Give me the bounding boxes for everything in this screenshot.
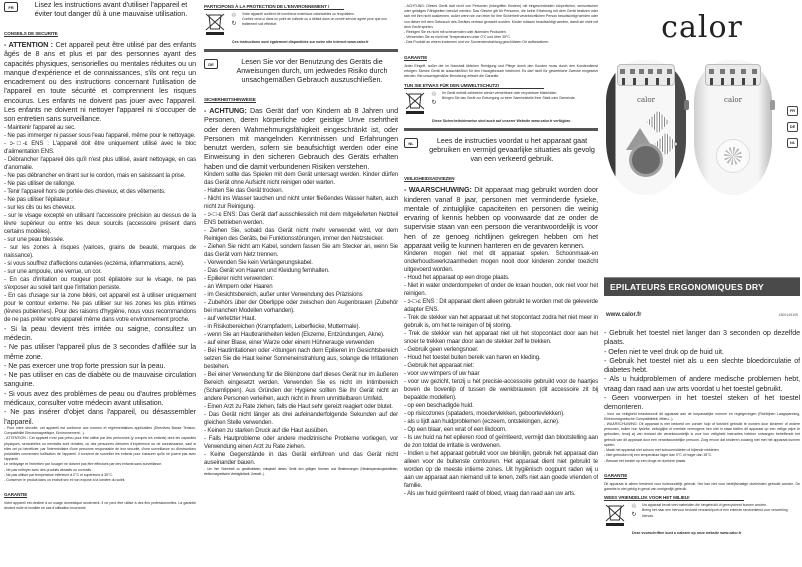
nl-env-title: WEES VRIENDELIJK VOOR HET MILIEU!	[604, 495, 744, 501]
list-item: - si vous souffrez d'affections cutanées (eczéma, inflammations, acné).	[4, 259, 185, 267]
list-item: - Epilierer nicht verwenden:	[204, 275, 274, 283]
weee-bin-icon	[604, 503, 626, 527]
list-item: - Oefen niet te veel druk op de huid uit.	[604, 346, 724, 356]
nl-env-availability: Deze voorschriften kunt u nalezen op onze website www.calor.fr	[632, 531, 742, 536]
list-item: - Is uw huid na het epileren rood of geïrriteerd, vermijd dan blootstelling aan de zon totdat de irritatie is verdwenen.	[404, 434, 598, 450]
fr-guarantee-title: GARANTIE	[4, 492, 28, 498]
nl-guarantee-title: GARANTIE	[604, 472, 628, 478]
list-item: - voor uw wimpers of uw haar	[404, 370, 480, 378]
nl-env-block	[604, 503, 800, 527]
de-small-end: - Um Ihre Sicherheit zu gewährleisten, entspricht dieses Gerät den gültigen Normen und Bestimmungen (Niederspannungsrichtlinien, elektromagnetische Verträglichkeit, Umwelt...).	[204, 467, 398, 477]
list-item: Kinderen mogen niet met dit apparaat spelen. Schoonmaak-en onderhoudswerkzaamheden mogen nooit door kinderen zonder toezicht uitgevoerd worden.	[404, 250, 598, 274]
list-item: - Keine Gegenstände in das Gerät einführen und das Gerät nicht auseinander bauen.	[204, 451, 398, 467]
language-tabs	[787, 106, 798, 148]
list-item: - sur une ampoule, une verrue, un cor.	[4, 267, 102, 275]
list-item: - Nicht ins Wasser tauchen und nicht unter fließendes Wasser halten, auch nicht zur Reinigung.	[204, 195, 398, 211]
list-item: - wenn Sie an Hautkrankheiten leiden (Ekzeme, Entzündungen, Akne).	[204, 331, 385, 339]
nl-intro: Lees de instructies voordat u het apparaat gaat gebruiken en vermijd gevaarlijke situaties als gevolg van een verkeerd gebruik.	[429, 136, 595, 164]
list-item: - Tenir l'appareil hors de portée des cheveux, et des vêtements.	[4, 187, 166, 195]
nl-items	[404, 250, 598, 498]
fr-small-print	[4, 426, 196, 483]
nl-attention: - WAARSCHUWING: Dit apparaat mag gebruikt worden door kinderen vanaf 8 jaar, personen met verminderde fysieke, mentale of zintuiglijke capaciteiten en personen die weinig ervaring of kennis hebben op voorwaarde dat ze onder de supervisie staan van een persoon die verantwoordelijk is voor hen of ze genoeg richtlijnen gekregen hebben om het apparaat veilig te kunnen hanteren en de gevaren kennen.	[404, 185, 598, 251]
list-item: - Ne pas nettoyer avec des produits abrasifs ou corrosifs.	[4, 467, 92, 472]
list-item: - Ne pas utiliser par température inférieure à 0°C et supérieure à 35°C.	[4, 472, 113, 477]
list-item: - Gebruik het toestel niet als u een slechte bloedcirculatie of diabetes hebt.	[604, 355, 800, 375]
epilator-dark-image	[606, 60, 686, 195]
list-item: - auf verletzter Haut.	[204, 315, 256, 323]
list-item: - Ne pas immerger ni passer sous l'eau l'appareil, même pour le nettoyage.	[4, 131, 196, 139]
fr-items	[4, 124, 196, 324]
list-item: - Si la peau devient très irritée ou saigne, consultez un médecin.	[4, 323, 196, 342]
epilator-head	[617, 64, 675, 86]
de-env-block	[404, 91, 598, 115]
list-item: - op een beschadigde huid.	[404, 402, 474, 410]
de-guarantee-text: Jeder Eingriff, außer der im Haushalt üblichen Reinigung und Pflege durch den Kunden muss durch den Kundendienst erfolgen. Dieses Gerät ist ausschließlich für den Hausgebrauch bestimmt. Es darf nicht für gewerbliche Zwecke eingesetzt werden. Bei unsachgemäßer Benutzung erlischt die Garantie.	[404, 63, 598, 79]
fr-env-availability: Ces instructions sont également disponibles sur notre site internet www.calor.fr	[232, 40, 369, 44]
fr-env-block	[204, 12, 398, 36]
section-divider	[404, 128, 598, 131]
list-item: - Indien u het apparaat gebruikt voor uw bikinilijn, gebruik het apparaat dan alleen voor de buitenste contouren. Het apparaat dient niet gebruikt te worden op de meeste intieme zones. Uit hygiënisch oogpunt raden wij u aan uw apparaat aan niemand uit te lenen, zelfs niet aan goede vrienden of familie.	[404, 450, 598, 490]
lang-tab-fr: FR	[787, 106, 798, 116]
column-cover	[604, 0, 800, 567]
list-item: - Verwenden Sie kein Verlängerungskabel.	[204, 259, 313, 267]
nl-env-text: Uw apparaat bevat veel materialen die hergebruikt of gerecycleerd kunnen worden. Breng het naar een hiervoor bedoeld verzamelpunt of een erkende servicedienst voor verwerking hiervan.	[642, 503, 788, 518]
list-item: - Trek de stekker van het apparaat niet uit het stopcontact door aan het snoer te trekken maar door aan de stekker zelf te trekken.	[404, 330, 598, 346]
list-item: - Niet in water onderdompelen of onder de kraan houden, ook niet voor het reinigen.	[404, 282, 598, 298]
list-item: - Einen Arzt zu Rate ziehen, falls die Haut sehr gereizt reagiert oder blutet.	[204, 403, 393, 411]
column-nl	[404, 0, 598, 567]
list-item: - Das Gerät von Haaren und Kleidung fernhalten.	[204, 267, 330, 275]
list-item: - Bei einer Verwendung für die Bikinizone darf dieses Gerät nur im äußeren Bereich eingesetzt werden. Verwenden Sie es nicht im Intimbereich (Schamlippen). Aus Gründen der Hygiene sollten Sie Ihr Gerät nicht an andere Personen verleihen, auch nicht in Ihrem unmittelbaren Umfeld.	[204, 371, 398, 403]
recycle-icons: ♲ ↻	[631, 504, 637, 519]
epilator-logo: calor	[637, 96, 655, 104]
list-item: - op risicozones (spataders, moedervlekken, geboortevlekken).	[404, 410, 565, 418]
de-env-title: TUN SIE ETWAS FÜR DEN UMWELTSCHUTZ!	[404, 83, 544, 89]
list-item: - Ziehen Sie, sobald das Gerät nicht mehr verwendet wird, vor dem Reinigen des Geräts, bei Funktionsstörungen, immer den Netzstecker.	[204, 227, 398, 243]
list-item: - Zubehörs über der Oberlippe oder zwischen den Augenbrauen (Zubehör bei manchen Modellen vorhanden).	[204, 299, 398, 315]
list-item: - Verwenden Sie es nicht bei Temperaturen unter 0°C und über 35°C.	[404, 35, 511, 40]
fr-env-text: Votre appareil contient de nombreux matériaux valorisables ou recyclables. Confiez celui-ci dans un point de collecte ou à défaut dans un centre service agréé pour que son traitement soit effectué.	[242, 12, 387, 27]
power-button-dark	[629, 143, 663, 177]
list-item: - sur les cils ou les cheveux.	[4, 203, 76, 211]
de-env-text: Ihr Gerät enthält zahlreiche wieder verwertbare oder recyclebare Materialien. Bringen Sie das Gerät zur Entsorgung zu einer Sammelstelle Ihrer Stadt oder Gemeinde.	[442, 91, 576, 101]
list-item: - Maak het apparaat niet schoon met schuurmiddelen of bijtende middelen.	[604, 448, 720, 453]
list-item: - Pour votre sécurité, cet appareil est conforme aux normes et réglementations applicables (Directives Basse Tension, Compatibilité Electromagnétique, Environnement...).	[4, 425, 196, 436]
lang-badge-de: DE	[204, 59, 218, 69]
de-env-availability: Diese Sicherheitshinweise sind auch auf unserer Website www.calor.fr verfügbar.	[432, 119, 571, 124]
nl-guarantee-text: Dit apparaat is alleen bestemd voor huishoudelijk gebruik. Het kan niet voor bedrijfsmatige doeleinden gebruikt worden. De garantie is niet geldig in geval van oneigenlijk gebruik.	[604, 481, 800, 491]
website-link[interactable]: www.calor.fr	[606, 312, 642, 318]
list-item: - Trek de stekker van het apparaat uit het stopcontact zodra het niet meer in gebruik is, om het te reinigen of bij storing.	[404, 314, 598, 330]
list-item: Kindern sollte das Spielen mit dem Gerät untersagt werden. Kinder dürfen das Gerät ohne Aufsicht nicht reinigen oder warten.	[204, 171, 398, 187]
nl-safety-title: VEILIGHEIDSADVIEZEN	[404, 176, 455, 182]
fr-safety-title: CONSEILS DE SECURITE	[4, 31, 58, 36]
list-item: - ɔ-□-ɛ ENS : L'appareil doit être uniquement utilisé avec le bloc d'alimentation ENS.	[4, 139, 196, 155]
list-item: - Reinigen Sie es nicht mit scheuernden oder ätzenden Produkten.	[404, 30, 507, 35]
list-item: - Maintenir l'appareil au sec.	[4, 123, 76, 131]
de-guarantee-title: GARANTIE	[404, 54, 428, 60]
list-item: - ɔ-□-ɛ ENS: Das Gerät darf ausschliesslich mit dem mitgelieferten Netzteil ENS betrieben werden.	[204, 211, 398, 227]
column-de	[204, 0, 398, 567]
recycle-icons: ♲ ↻	[431, 92, 437, 107]
list-item: - Si vous avez des problèmes de peau ou d'autres problèmes médicaux, consulter votre médecin avant utilisation.	[4, 388, 196, 408]
cover-footer	[604, 312, 800, 318]
list-item: - Halten Sie das Gerät trocken.	[204, 187, 284, 195]
list-item: - Ne pas débrancher en tirant sur le cordon, mais en saisissant la prise.	[4, 171, 186, 179]
list-item: - Bei Hautirritationen oder -rötungen nach dem Epilieren im Gesichtsbereich setzen Sie die Haut keiner Sonneneinstrahlung aus, solange die Irritationen bestehen.	[204, 347, 398, 371]
epilator-head	[705, 64, 761, 86]
fr-intro: Lisez les instructions avant d'utiliser l'appareil et éviter tout danger dû à une mauvaise utilisation.	[34, 0, 188, 18]
epilator-logo: calor	[724, 96, 742, 104]
de-intro: Lesen Sie vor der Benutzung des Geräts die Anweisungen durch, um jedwedes Risiko durch unsachgemäßen Gebrauch auszuschließen.	[236, 57, 388, 84]
section-divider	[204, 49, 398, 52]
list-item: - Niet gebruiken bij een temperatuur lager dan 0°C of hoger dan 35°C.	[604, 453, 713, 458]
fr-header	[4, 0, 196, 18]
epilator-light-image	[694, 60, 772, 195]
list-item: - Als uw huid geïrriteerd raakt of bloed, vraag dan raad aan uw arts.	[404, 490, 576, 498]
nl-header	[404, 136, 598, 163]
list-item: - Ne pas utiliser de rallonge.	[4, 179, 76, 187]
lang-tab-nl: NL	[787, 138, 798, 148]
list-item: - sur une peau blessée.	[4, 235, 65, 243]
list-item: - Houd het apparaat op een droge plaats.	[404, 274, 510, 282]
list-item: - Das Gerät nicht länger als drei aufeinanderfolgende Sekunden auf der gleichen Stelle verwenden.	[204, 411, 398, 427]
list-item: - in Risikobereichen (Krampfadern, Leberflecke, Muttermale).	[204, 323, 360, 331]
list-item: - Ziehen Sie nicht am Kabel, sondern fassen Sie am Stecker an, wenn Sie das Gerät vom Netz trennen.	[204, 243, 398, 259]
fr-guarantee-text: Votre appareil est destiné à un usage domestique seulement. Il ne peut être utilisé à des fins professionnelles. La garantie devient nulle et invalide en cas d'utilisation incorrecte.	[4, 501, 196, 511]
list-item: - sur le visage excepté en utilisant l'accessoire précision au dessus de la lèvre supérieur ou entre les deux sourcils (accessoire présent dans certains modèles).	[4, 211, 196, 235]
weee-bin-icon	[404, 91, 426, 115]
list-item: - ATTENTION : Cet appareil n'est pas prévu pour être utilisé par des personnes (y compris les enfants) dont les capacités physiques, sensorielles ou mentales sont réduites, ou des personnes dénuées d'expérience ou de connaissance, sauf si elles ont pu bénéficier, par l'intermédiaire d'une personne responsable de leur sécurité, d'une surveillance ou d'instructions préalables concernant l'utilisation de l'appareil. Il convient de surveiller les enfants pour s'assurer qu'ils ne jouent pas avec l'appareil.	[4, 436, 196, 462]
list-item: - an Wimpern oder Haaren	[204, 283, 273, 291]
list-item: - WAARSCHUWING: Dit apparaat is niet bedoeld om zonder hulp of toezicht gebruikt te worden door kinderen of andere personen, indien hun fysieke, zintuiglijke of mentale vermogens hen niet in staat stellen dit apparaat op een veilige wijze te gebruiken, tenzij zij van iemand die verantwoordelijk is voor hun veiligheid instructies hebben ontvangen betreffende het gebruik van dit apparaat door een verantwoordelijke persoon. Zorg ervoor dat kinderen zodanig niet met het apparaat kunnen spelen.	[604, 422, 800, 447]
nl-items-big	[604, 328, 800, 412]
fr-env-title: PARTICIPONS À LA PROTECTION DE L'ENVIRONNEMENT !	[204, 4, 344, 10]
product-title-banner: EPILATEURS ERGONOMIQUES DRY	[604, 277, 800, 296]
lang-badge-nl: NL	[404, 138, 418, 148]
column-fr	[4, 0, 196, 567]
list-item: - voor uw gezicht, tenzij u het precisie-accessoire gebruikt voor de haartjes boven de bovenlip of tussen de wenkbrauwen (dit accessoire zit bij bepaalde modellen).	[404, 378, 598, 402]
list-item: - Ne pas insérer d'objet dans l'appareil, ou désassembler l'appareil.	[4, 407, 196, 426]
switch-knob	[684, 100, 689, 110]
fr-attention: - ATTENTION : Cet appareil peut être utilisé par des enfants âgés de 8 ans et plus et par des personnes ayant des capacités physiques, sensorielles ou mentales réduites ou un manque d'expérience et de connaissances, s'ils ont reçu un encadrement ou des instructions concernant l'utilisation de l'appareil en toute sécurité et comprennent les risques encourus. Les enfants ne doivent pas jouer avec l'appareil. Les enfants ne doivent ni nettoyer l'appareil ni s'occuper de son entretien sans surveillance.	[4, 40, 196, 124]
list-item: - Gebruik het apparaat niet:	[404, 362, 474, 370]
reference-number: 1800145105	[778, 313, 798, 317]
list-item: - Ne pas utiliser en cas de diabète ou de mauvaise circulation sanguine.	[4, 370, 196, 389]
fr-items-big	[4, 324, 196, 426]
list-item: - im Gesichtsbereich, außer unter Verwendung des Präzisions	[204, 291, 363, 299]
list-item: - Das Produkt an einem trockenen und vor Sonneneinstrahlung geschützten Ort aufbewahren.	[404, 40, 550, 45]
list-item: - ACHTUNG: Dieses Gerät darf nicht von Personen (inbegriffen Kindern) mit eingeschränkten körperlichen, sensorischen oder geistigen Fähigkeiten benutzt werden. Das Gleiche gilt für Personen, die keine Erfahrung mit dem Gerät besitzen oder sich mit ihm nicht auskennen, außer wenn sie von einer für ihre Sicherheit verantwortlichen Person beaufsichtigt werden oder von dieser mit dem Gebrauch des Gerätes vertraut gemacht wurden. Kinder müssen beaufsichtigt werden, damit sie nicht mit dem Gerät spielen.	[404, 4, 598, 29]
de-header	[204, 57, 398, 84]
list-item: - Ne pas utiliser l'appareil plus de 3 secondes d'affilée sur la même zone.	[4, 342, 196, 361]
list-item: - Falls Hautprobleme oder andere medizinische Probleme vorliegen, vor Verwendung einen Arzt zu Rate ziehen.	[204, 435, 398, 451]
list-item: - En cas d'irritation ou rougeur post épilatoire sur le visage, ne pas s'exposer au soleil tant que l'irritation persiste.	[4, 275, 196, 291]
switch-knob	[770, 100, 775, 110]
brand-logo: calor	[661, 10, 743, 45]
de-safety-title: SICHERHEITSHINWEISE	[204, 97, 256, 102]
lang-badge-fr: FR	[4, 2, 18, 12]
list-item: - Conserver le produit dans un endroit sec et non exposé à la lumière du soleil.	[4, 477, 126, 482]
list-item: - Gebruik het toestel niet langer dan 3 seconden op dezelfde plaats.	[604, 328, 800, 347]
list-item: - ɔ-□-ɛ ENS : Dit apparaat dient alleen gebruikt te worden met de geleverde adapter ENS.	[404, 298, 598, 314]
list-item: - Op een blaar, een wrat of een likdoorn.	[404, 426, 507, 434]
list-item: - Houd het toestel buiten bereik van haren en kleding.	[404, 354, 541, 362]
list-item: - Gebruik geen verlengsnoer.	[404, 346, 479, 354]
list-item: - Ne pas utiliser l'épilateur :	[4, 195, 73, 203]
list-item: - Voor uw veiligheid beantwoordt dit apparaat aan de toepasselijke normen en regelgevingen (Richtlijnen Laagspanning, Elektromagnetische Compatibiliteit, Milieu...).	[604, 411, 800, 421]
list-item: - Als u huidproblemen of andere medische problemen hebt, vraag dan raad aan uw arts voordat u het toestel gebruikt.	[604, 374, 800, 393]
lang-tab-de: DE	[787, 122, 798, 132]
list-item: - Débrancher l'appareil dès qu'il n'est plus utilisé, avant nettoyage, en cas d'anomalie.	[4, 155, 196, 171]
de-small-print	[404, 4, 598, 46]
list-item: Le nettoyage et l'entretien par l'usager ne doivent pas être effectués par des enfants sans surveillance.	[4, 462, 163, 467]
list-item: - sur les zones à risques (varices, grains de beauté, marques de naissance).	[4, 243, 196, 259]
list-item: - als u lijdt aan huidproblemen (eczeem, ontstekingen, acne).	[404, 418, 560, 426]
nl-small-print	[604, 412, 800, 464]
de-items	[204, 171, 398, 467]
list-item: - Keinen zu starken Druck auf die Haut ausüben.	[204, 427, 329, 435]
list-item: - Bewaar het toestel op een droge en donkere plaats.	[604, 458, 687, 463]
power-button-light	[716, 139, 750, 173]
de-attention: - ACHTUNG: Das Gerät darf von Kindern ab 8 Jahren und Personen, deren körperliche oder geistige Unve rsehrtheit oder deren Wahrnehmungsfähigkeit eingeschränkt ist, oder Personen mit mangelnden Kenntnissen und Erfahrungen benutzt werden, sofern sie beaufsichtigt werden oder eine Einweisung in den sicheren Gebrauch des Geräts erhalten haben und die damit verbundenen Risiken verstehen.	[204, 106, 398, 171]
list-item: - Ne pas exercer une trop forte pression sur la peau.	[4, 360, 166, 370]
weee-bin-icon	[204, 12, 226, 36]
product-image	[604, 50, 800, 215]
list-item: - En cas d'usage sur la zone bikini, cet appareil est à utiliser uniquement pour le contour externe. Ne pas utiliser sur les zones les plus intimes (lèvres pubiennes). Pour des raisons d'hygiène, nous vous recommandons de ne pas prêter votre appareil même dans votre environnement proche.	[4, 291, 196, 323]
recycle-icons: ♲ ↻	[231, 13, 237, 27]
list-item: - Geen voorwerpen in het toestel steken of het toestel demonteren.	[604, 393, 800, 412]
list-item: - auf einer Blase, einer Warze oder einem Hühnerauge verwenden	[204, 339, 375, 347]
